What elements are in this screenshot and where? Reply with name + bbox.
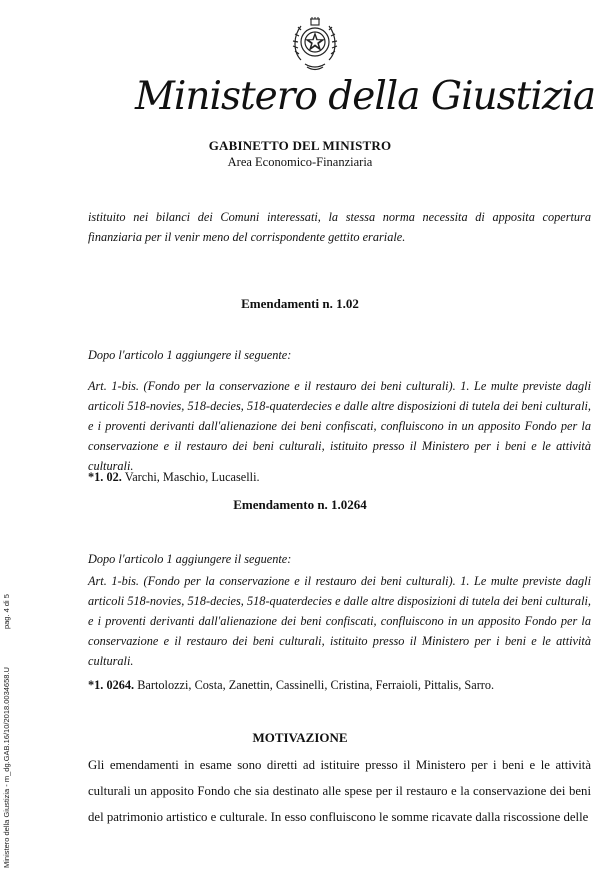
amendment-heading-2: Emendamento n. 1.0264 [233, 497, 367, 512]
intro-paragraph: istituito nei bilanci dei Comuni interessati, la stessa norma necessita di apposita copertura finanziaria per il venir meno del corrispondente gettito erariale. [88, 210, 591, 244]
amendment-signatories-2 [88, 676, 591, 694]
ministry-title: Ministero della Giustizia [135, 74, 596, 119]
motivation-heading: MOTIVAZIONE [252, 730, 348, 745]
area-subheading: Area Economico-Finanziaria [227, 155, 373, 169]
amendment-heading-1: Emendamenti n. 1.02 [241, 296, 359, 311]
protocol-number: Ministero della Giustizia - m_dg.GAB.16/10/2018.0034658.U [2, 667, 11, 868]
amendment-body-2: Art. 1-bis. (Fondo per la conservazione e il restauro dei beni culturali). 1. Le multe previste dagli articoli 518-novies, 518-decies, 518-quaterdecies e dalle altre disposizioni di tutela dei beni culturali, e i proventi derivanti dall'alienazione dei beni confiscati, confluiscono in un apposito Fondo per la conservazione e il restauro dei beni culturali, istituito presso il Ministero per i beni e le attività culturali. [88, 574, 591, 668]
amendment-body-1: Art. 1-bis. (Fondo per la conservazione e il restauro dei beni culturali). 1. Le multe previste dagli articoli 518-novies, 518-decies, 518-quaterdecies e dalle altre disposizioni di tutela dei beni culturali, e i proventi derivanti dall'alienazione dei beni confiscati, confluiscono in un apposito Fondo per la conservazione e il restauro dei beni culturali, istituito presso il Ministero per i beni e le attività culturali. [88, 379, 591, 473]
protocol-side-stamp [2, 594, 11, 868]
amendment-lead-2: Dopo l'articolo 1 aggiungere il seguente: [88, 552, 292, 566]
amendment-lead-1: Dopo l'articolo 1 aggiungere il seguente: [88, 348, 292, 362]
signatory-names-1: Varchi, Maschio, Lucaselli. [124, 470, 260, 484]
motivation-paragraph: Gli emendamenti in esame sono diretti ad istituire presso il Ministero per i beni e le attività culturali un apposito Fondo che sia destinato alle spese per il restauro e la conservazione dei beni del patrimonio artistico e culturale. In esso confluiscono le somme ricavate dalla riscossione delle [88, 758, 591, 824]
page-indicator: pag. 4 di 5 [2, 594, 11, 630]
amendment-number-1: *1. 02. [88, 470, 122, 484]
cabinet-heading: GABINETTO DEL MINISTRO [208, 138, 392, 153]
amendment-signatories-1 [88, 468, 591, 486]
signatory-names-2: Bartolozzi, Costa, Zanettin, Cassinelli, Cristina, Ferraioli, Pittalis, Sarro. [137, 678, 495, 692]
amendment-number-2: *1. 0264. [88, 678, 135, 692]
italian-republic-emblem-icon [291, 16, 339, 72]
